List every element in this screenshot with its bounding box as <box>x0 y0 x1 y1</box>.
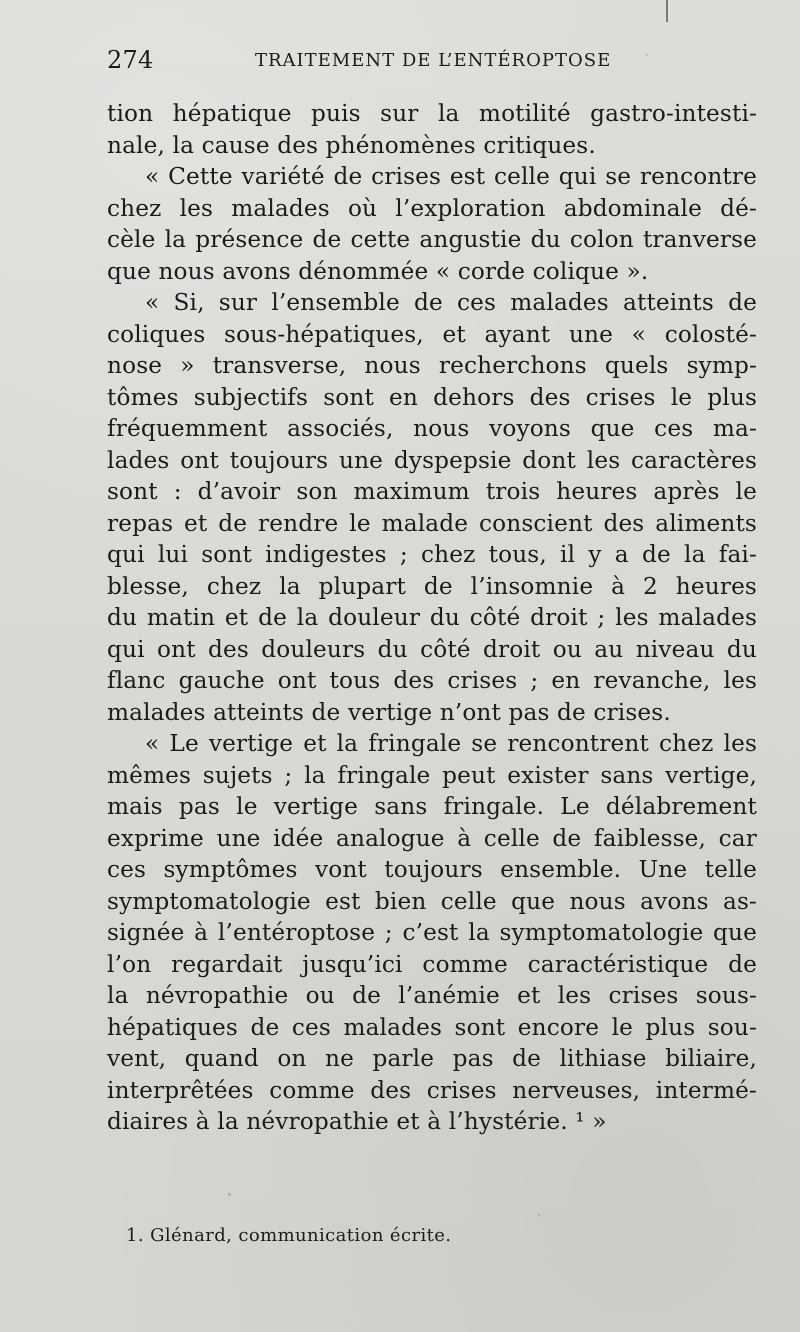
text-line: signée à l’entéroptose ; c’est la symptomatologie que <box>107 919 757 946</box>
scan-edge-mark <box>666 0 668 22</box>
text-line: « Le vertige et la fringale se rencontrent chez les <box>145 730 757 757</box>
main-text-block <box>107 98 757 1138</box>
text-line: nale, la cause des phénomènes critiques. <box>107 131 596 159</box>
text-line: mêmes sujets ; la fringale peut exister sans vertige, <box>107 761 757 789</box>
footnote: 1. Glénard, communication écrite. <box>126 1225 452 1246</box>
text-line: coliques sous-hépatiques, et ayant une « colosté- <box>107 320 757 348</box>
text-line: tômes subjectifs sont en dehors des crises le plus <box>107 383 757 411</box>
text-line: symptomatologie est bien celle que nous avons as- <box>107 887 757 915</box>
text-line: fréquemment associés, nous voyons que ces ma- <box>107 415 757 442</box>
text-line: flanc gauche ont tous des crises ; en revanche, les <box>107 667 757 694</box>
text-line: hépatiques de ces malades sont encore le plus sou- <box>107 1013 757 1041</box>
text-line: vent, quand on ne parle pas de lithiase biliaire, <box>107 1045 757 1072</box>
text-line: qui ont des douleurs du côté droit ou au niveau du <box>107 635 757 663</box>
text-line: lades ont toujours une dyspepsie dont les caractères <box>107 446 757 474</box>
text-line: exprime une idée analogue à celle de faiblesse, car <box>107 824 757 852</box>
text-line: nose » transverse, nous recherchons quels symp- <box>107 352 757 379</box>
paper-speck <box>228 1193 231 1196</box>
text-line: l’on regardait jusqu’ici comme caractéristique de <box>107 950 757 978</box>
text-line: cèle la présence de cette angustie du colon tranverse <box>107 226 757 253</box>
text-line: la névropathie ou de l’anémie et les crises sous- <box>107 982 757 1009</box>
text-line: « Si, sur l’ensemble de ces malades atteints de <box>145 289 757 316</box>
text-line: malades atteints de vertige n’ont pas de crises. <box>107 698 671 726</box>
running-head: TRAITEMENT DE L’ENTÉROPTOSE <box>255 50 612 71</box>
page-header <box>107 46 734 78</box>
text-line: sont : d’avoir son maximum trois heures après le <box>107 478 757 505</box>
text-line: « Cette variété de crises est celle qui se rencontre <box>145 163 757 190</box>
text-line: repas et de rendre le malade conscient des aliments <box>107 509 757 537</box>
text-line: que nous avons dénommée « corde colique ». <box>107 257 649 285</box>
text-line: ces symptômes vont toujours ensemble. Une telle <box>107 856 757 883</box>
text-line: diaires à la névropathie et à l’hystérie. ¹ » <box>107 1108 607 1135</box>
text-line: du matin et de la douleur du côté droit ; les malades <box>107 604 757 631</box>
page-number: 274 <box>107 46 154 74</box>
paper-speck <box>646 54 648 56</box>
paper-speck <box>538 1214 540 1216</box>
text-line: chez les malades où l’exploration abdominale dé- <box>107 194 757 222</box>
text-line: blesse, chez la plupart de l’insomnie à 2 heures <box>107 572 757 600</box>
text-line: interprêtées comme des crises nerveuses, intermé- <box>107 1076 757 1104</box>
text-line: mais pas le vertige sans fringale. Le délabrement <box>107 793 757 820</box>
text-line: qui lui sont indigestes ; chez tous, il y a de la fai- <box>107 541 757 568</box>
text-line: tion hépatique puis sur la motilité gastro-intesti- <box>107 100 757 127</box>
